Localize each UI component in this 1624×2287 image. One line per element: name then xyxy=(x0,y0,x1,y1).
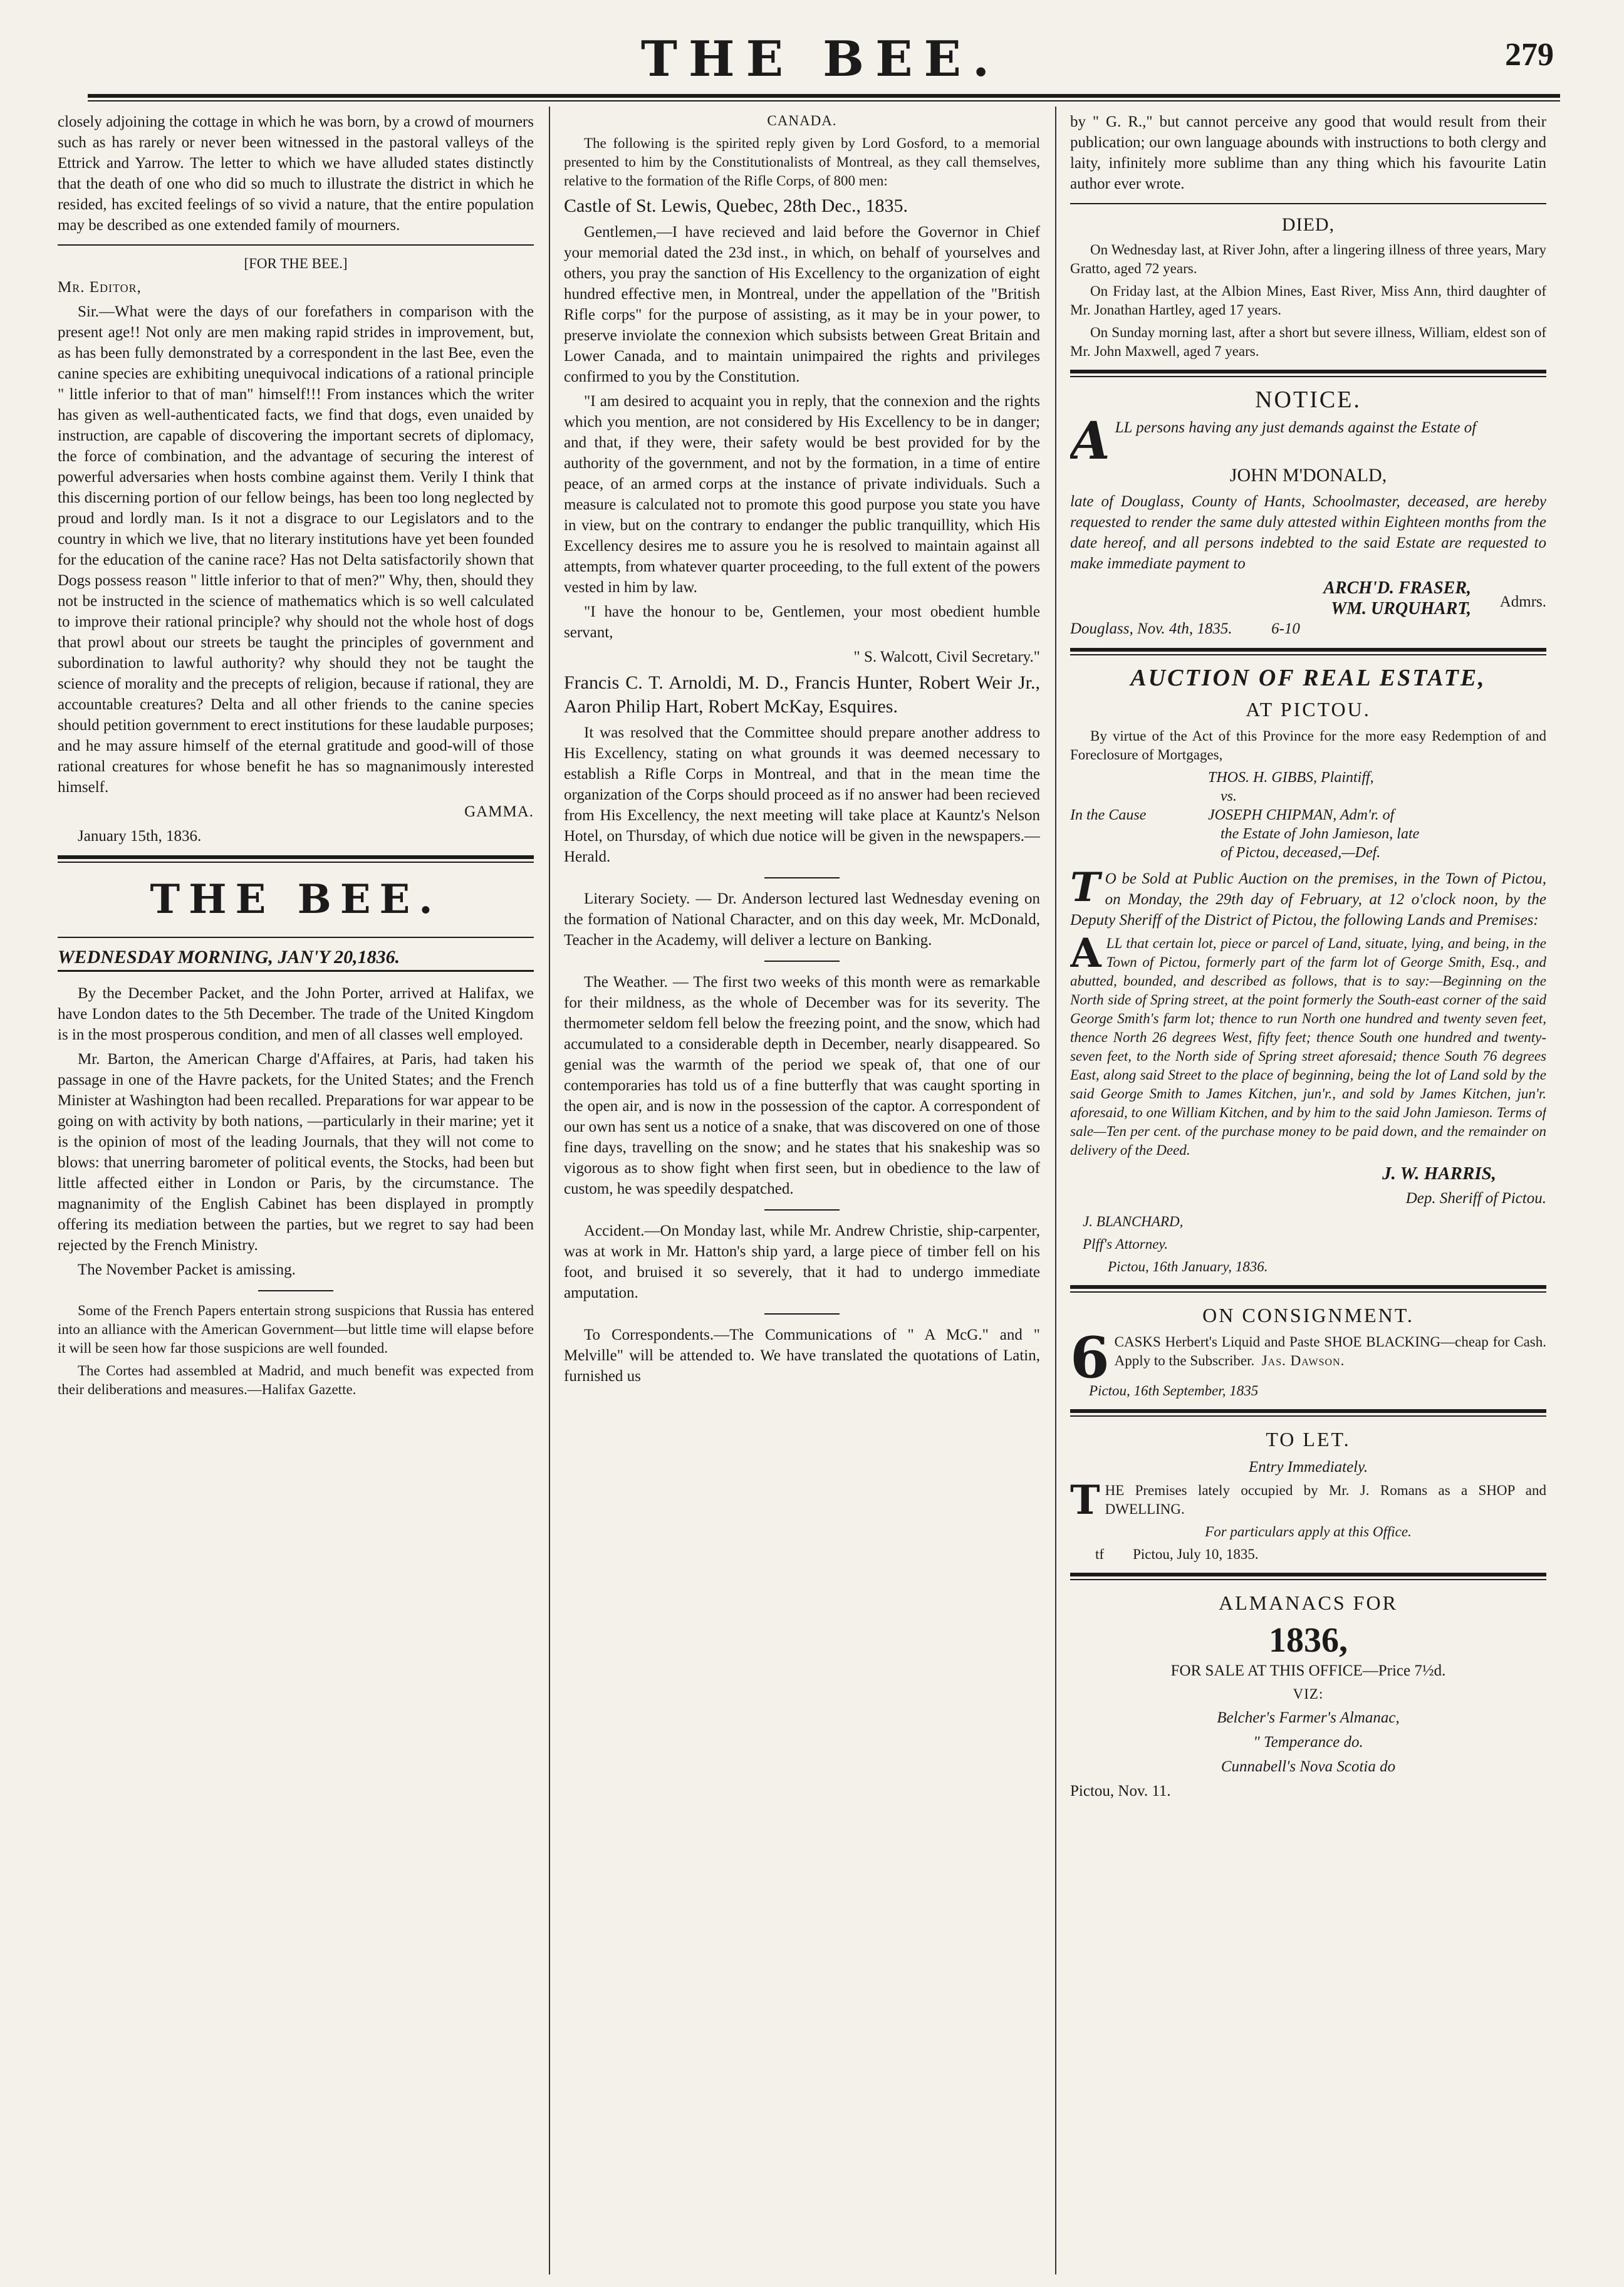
consignment-number: 6 xyxy=(1070,1325,1110,1391)
section-rule xyxy=(1070,1409,1546,1413)
tolet-apply: For particulars apply at this Office. xyxy=(1205,1524,1412,1539)
canada-heading: CANADA. xyxy=(767,113,837,128)
cause-plaintiff: THOS. H. GIBBS, Plaintiff, xyxy=(1208,769,1374,786)
section-rule-thin xyxy=(1070,1291,1546,1293)
almanacs-viz: VIZ: xyxy=(1293,1686,1324,1702)
consignment-heading: ON CONSIGNMENT. xyxy=(1202,1304,1414,1326)
section-rule xyxy=(58,937,534,938)
almanac-1: Belcher's Farmer's Almanac, xyxy=(1217,1709,1400,1726)
page-number: 279 xyxy=(1505,37,1554,73)
section-rule-thin xyxy=(1070,654,1546,655)
auction-intro: By virtue of the Act of this Province for the more easy Redemption of and Foreclosure of Mortgages, xyxy=(1070,728,1546,763)
canada-names: Francis C. T. Arnoldi, M. D., Francis Hunter, Robert Weir Jr., Aaron Philip Hart, Robert McKay, Esquires. xyxy=(564,672,1040,717)
divider xyxy=(1070,203,1546,204)
tolet-tf: tf xyxy=(1095,1546,1105,1562)
obituary-2: On Friday last, at the Albion Mines, East River, Miss Ann, third daughter of Mr. Jonathan Hartley, aged 17 years. xyxy=(1070,283,1546,318)
cause-label: In the Cause xyxy=(1070,807,1147,823)
lot-dropcap: A xyxy=(1070,930,1101,977)
section-rule xyxy=(1070,1285,1546,1289)
notice-estate-name: JOHN M'DONALD, xyxy=(1229,465,1387,486)
almanac-2: " Temperance do. xyxy=(1253,1734,1363,1751)
notice-code: 6-10 xyxy=(1271,620,1300,637)
tolet-text: HE Premises lately occupied by Mr. J. Romans as a SHOP and DWELLING. xyxy=(1105,1482,1546,1517)
letter-signature: GAMMA. xyxy=(464,803,534,820)
canada-letter-p2: "I am desired to acquaint you in reply, that the connexion and the rights which you mention, are not considered by His Excellency to be in danger; and that, if they were, their safety would be best provided for by the authority of the government, and not by the formation, in a time of entire peace, of an armed corps at the instance of private individuals. Such a measure is calculated not to promote this good purpose you state you have in view, but on the contrary to endanger the public tranquillity, which His Excellency desires me to assure you he is resolved to maintain against all attempts, from whatever quarter proceeding, to the full extent of the powers vested in him by law. xyxy=(564,393,1040,596)
cause-box xyxy=(1070,768,1546,862)
section-rule-thin xyxy=(1070,1579,1546,1580)
issue-dateline: WEDNESDAY MORNING, JAN'Y 20,1836. xyxy=(58,947,534,972)
divider xyxy=(58,244,534,246)
column-divider-2 xyxy=(1055,107,1056,2274)
obituary-3: On Sunday morning last, after a short but severe illness, William, eldest son of Mr. John Maxwell, aged 7 years. xyxy=(1070,325,1546,359)
hogg-article-end: closely adjoining the cottage in which he was born, by a crowd of mourners such as has rarely or never been witnessed in the pastoral valleys of the Ettrick and Yarrow. The letter to which we have alluded states distinctly that the death of one who did so much to illustrate the district in which he resided, has excited feelings of so vivid a nature, that the entire population may be described as one extended family of mourners. xyxy=(58,113,534,234)
masthead-title: THE BEE. xyxy=(640,31,1001,88)
tolet-subheading: Entry Immediately. xyxy=(1248,1459,1368,1476)
section-rule-thin xyxy=(1070,376,1546,377)
died-heading: DIED, xyxy=(1281,214,1335,235)
letter-body: Sir.—What were the days of our forefathers in comparison with the present age!! Not only are men making rapid strides in improvement, but, as has been fully demonstrated by a correspondent in the last Bee, even the canine species are exhibiting unequivocal indications of a rational principle " little inferior to that of man" himself!!! From instances which the writer has given as well-authenticated facts, we find that dogs, even unaided by instruction, are capable of discovering the important secrets of diplomacy, the force of combination, and the advantage of securing the interest of powerful adversaries when hosts combine against them. Verily I think that this discerning portion of our fellow beings, has been too long neglected by proud and lordly man. Is it not a disgrace to our Legislators and to the country in which we live, that no literary institutions have yet been founded for the education of the canine race? Has not Delta satisfactorily shown that Dogs possess reason " little inferior to that of men?" Why, then, should they not be instructed in the science of mathematics which is so well calculated to improve their rational principle? why should not the whole host of dogs that prowl about our streets be taught the principles of government and subordination to lawful authority? why should they not be taught the science of morality and the precepts of religion, because if rational, they are accountable creatures? Delta and all other friends to the canine species should petition government to erect institutions for these laudable purposes; and he may assure himself of the eternal gratitude and good-will of those rational creatures for whose benefit he has so magnanimously interested himself. xyxy=(58,303,534,796)
short-rule xyxy=(764,1209,840,1211)
cause-defendant-3: of Pictou, deceased,—Def. xyxy=(1221,845,1381,861)
administrators-label: Admrs. xyxy=(1499,593,1546,610)
sale-dropcap: T xyxy=(1070,864,1100,911)
notice-dropcap: A xyxy=(1070,411,1110,471)
consignment-signature: Jas. Dawson. xyxy=(1261,1353,1345,1368)
letter-date: January 15th, 1836. xyxy=(78,828,202,845)
notice-lead: LL persons having any just demands against the Estate of xyxy=(1115,419,1477,436)
short-rule xyxy=(258,1290,333,1291)
almanacs-heading: ALMANACS FOR xyxy=(1219,1592,1398,1614)
canada-place-date: Castle of St. Lewis, Quebec, 28th Dec., 1835. xyxy=(564,195,908,216)
section-rule xyxy=(1070,1573,1546,1576)
letter-tag: [FOR THE BEE.] xyxy=(244,256,348,271)
masthead-rule-thin xyxy=(88,100,1560,102)
obituary-1: On Wednesday last, at River John, after a lingering illness of three years, Mary Gratto, aged 72 years. xyxy=(1070,242,1546,276)
masthead-rule xyxy=(88,94,1560,98)
notice-date-line xyxy=(1070,618,1546,639)
tolet-date: Pictou, July 10, 1835. xyxy=(1133,1546,1259,1562)
sale-text: O be Sold at Public Auction on the premises, in the Town of Pictou, on Monday, the 29th day of February, at 12 o'clock noon, by the Deputy Sheriff of the District of Pictou, the following Lands and Premises: xyxy=(1070,870,1546,929)
weather-article: The Weather. — The first two weeks of this month were as remarkable for their mildness, as the whole of December was for its severity. The thermometer seldom fell below the freezing point, and the snow, which had accumulated to a considerable depth in December, nearly disappeared. So genial was the warmth of the period we speak of, that one of our contemporaries has told us of a fine butterfly that was caught sporting in the open air, and is now in the possession of the captor. A correspondent of our own has sent us a notice of a snake, that was discovered on one of those fine days, travelling on the snow; and he states that his snakeship was so vigorous as to show fight when first seen, but in obedience to the law of custom, he was speedily despatched. xyxy=(564,974,1040,1197)
letter-salutation: Mr. Editor, xyxy=(58,279,142,296)
accident-article: Accident.—On Monday last, while Mr. Andrew Christie, ship-carpenter, was at work in Mr. Hatton's ship yard, a large piece of timber fell on his foot, and bruised it so severely, that it had to undergo immediate amputation. xyxy=(564,1222,1040,1301)
auction-date: Pictou, 16th January, 1836. xyxy=(1108,1259,1268,1274)
tolet-dropcap: T xyxy=(1070,1477,1100,1524)
almanacs-date: Pictou, Nov. 11. xyxy=(1070,1783,1171,1800)
news-november-packet: The November Packet is amissing. xyxy=(78,1261,296,1278)
canada-intro: The following is the spirited reply given by Lord Gosford, to a memorial presented to him by the Constitutionalists of Montreal, as they call themselves, relative to the formation of the Rifle Corps, of 800 men: xyxy=(564,135,1040,189)
consignment-date: Pictou, 16th September, 1835 xyxy=(1089,1383,1259,1399)
news-packet: By the December Packet, and the John Porter, arrived at Halifax, we have London dates to the 5th December. The trade of the United Kingdom is in the most prosperous condition, and men of all classes well employed. xyxy=(58,985,534,1043)
short-rule xyxy=(764,877,840,878)
sheriff-name: J. W. HARRIS, xyxy=(1382,1164,1496,1184)
notice-date: Douglass, Nov. 4th, 1835. xyxy=(1070,620,1232,637)
section-rule xyxy=(1070,648,1546,652)
notice-heading: NOTICE. xyxy=(1255,387,1361,413)
news-french-papers: Some of the French Papers entertain strong suspicions that Russia has entered into an alliance with the American Government—but little time will elapse before it will be seen how far those suspicions are well founded. xyxy=(58,1303,534,1356)
auction-heading: AUCTION OF REAL ESTATE, xyxy=(1130,665,1486,691)
column-divider-1 xyxy=(549,107,550,2274)
sheriff-title: Dep. Sheriff of Pictou. xyxy=(1405,1190,1546,1207)
administrator-2: WM. URQUHART, xyxy=(1331,599,1471,618)
almanacs-year: 1836, xyxy=(1269,1621,1348,1660)
almanacs-sale: FOR SALE AT THIS OFFICE—Price 7½d. xyxy=(1170,1662,1446,1679)
canada-letter-signature: " S. Walcott, Civil Secretary." xyxy=(853,649,1040,665)
administrator-1: ARCH'D. FRASER, xyxy=(1323,578,1471,598)
masthead xyxy=(88,25,1554,94)
short-rule xyxy=(764,961,840,962)
notice-body: late of Douglass, County of Hants, Schoolmaster, deceased, are hereby requested to render the same duly attested within Eighteen months from the date hereof, and all persons indebted to the said Estate are requested to make immediate payment to xyxy=(1070,493,1546,572)
almanac-3: Cunnabell's Nova Scotia do xyxy=(1221,1758,1396,1775)
attorney-title: Plff's Attorney. xyxy=(1083,1236,1169,1252)
news-barton: Mr. Barton, the American Charge d'Affaires, at Paris, had taken his passage in one of the Havre packets, for the United States; and the French Minister at Washington had been recalled. Preparations for war appear to be going on with activity by both nations, —particularly in their marine; yet it is the opinion of most of the leading Journals, that they will not come to blows: that unerring barometer of political events, the Stocks, had been but little affected either in London or Paris, by the circumstance. The magnanimity of the English Cabinet has been displayed in promptly offering its mediation between the parties, but we regret to say had been rejected by the French Ministry. xyxy=(58,1051,534,1254)
lot-text: LL that certain lot, piece or parcel of Land, situate, lying, and being, in the Town of Pictou, formerly part of the farm lot of George Smith, Esq., and abutted, bounded, and described as follows, that is to say:—Beginning on the North side of Spring street, at the point formerly the South-east corner of the said George Smith's farm lot; thence to run North one hundred and twenty seven feet, thence North 26 degrees West, fifty feet; thence South one hundred and twenty-seven feet, to the North side of Spring street aforesaid; thence South 76 degrees East, along said Street to the place of beginning, being the lot of Land sold by the said George Smith to James Kitchen, jun'r., and sold by James Kitchen, jun'r. aforesaid, to one William Kitchen, and by him to the said John Jamieson. Terms of sale—Ten per cent. of the purchase money to be paid down, and the remainder on delivery of the Deed. xyxy=(1070,935,1546,1158)
canada-letter-p1: Gentlemen,—I have recieved and laid before the Governor in Chief your memorial dated the 23d inst., in which, on behalf of yourselves and others, you pray the sanction of His Excellency to the organization of eight hundred effective men, in Montreal, under the appellation of the "British Rifle corps" for the purpose of assisting, as it may be in your power, to preserve inviolate the connexion which subsists between Great Britain and Lower Canada, and to maintain unimpaired the rights and privileges confirmed to you by the Constitution. xyxy=(564,224,1040,385)
correspondents-note: To Correspondents.—The Communications of " A McG." and " Melville" will be attended to. We have translated the quotations of Latin, furnished us xyxy=(564,1326,1040,1385)
section-rule-thin xyxy=(1070,1415,1546,1417)
canada-resolution: It was resolved that the Committee should prepare another address to His Excellency, stating on what grounds it was deemed necessary to establish a Rifle Corps in Montreal, and that in the mean time the organization of the Corps should proceed as if no answer had been recieved from His Excellency, the next meeting will take place at Kauntz's Nelson Hotel, on Thursday, of which due notice will be given in the newspapers.—Herald. xyxy=(564,724,1040,865)
news-cortes: The Cortes had assembled at Madrid, and much benefit was expected from their deliberations and measures.—Halifax Gazette. xyxy=(58,1363,534,1397)
column-2 xyxy=(564,112,1040,2267)
editorial-title: THE BEE. xyxy=(150,876,442,923)
cause-defendant-1: JOSEPH CHIPMAN, Adm'r. of xyxy=(1208,807,1395,823)
section-rule xyxy=(58,855,534,859)
literary-society: Literary Society. — Dr. Anderson lectured last Wednesday evening on the formation of National Character, and on this day week, Mr. McDonald, Teacher in the Academy, will deliver a lecture on Banking. xyxy=(564,890,1040,949)
column-1 xyxy=(58,112,534,2267)
attorney-name: J. BLANCHARD, xyxy=(1083,1214,1184,1229)
cause-defendant-2: the Estate of John Jamieson, late xyxy=(1221,826,1420,842)
tolet-heading: TO LET. xyxy=(1266,1428,1351,1451)
section-rule xyxy=(1070,370,1546,373)
short-rule xyxy=(764,1313,840,1315)
auction-subheading: AT PICTOU. xyxy=(1246,698,1371,721)
cause-vs: vs. xyxy=(1221,788,1237,805)
column-3 xyxy=(1070,112,1546,2267)
consignment-text: CASKS Herbert's Liquid and Paste SHOE BLACKING—cheap for Cash. Apply to the Subscriber. xyxy=(1114,1334,1546,1368)
section-rule-thin xyxy=(58,862,534,863)
canada-letter-p3: "I have the honour to be, Gentlemen, your most obedient humble servant, xyxy=(564,603,1040,641)
correspondents-continued: by " G. R.," but cannot perceive any good that would result from their publication; our own language abounds with instructions to both clergy and laity, infinitely more sublime than any thing which his favourite Latin author ever wrote. xyxy=(1070,113,1546,192)
